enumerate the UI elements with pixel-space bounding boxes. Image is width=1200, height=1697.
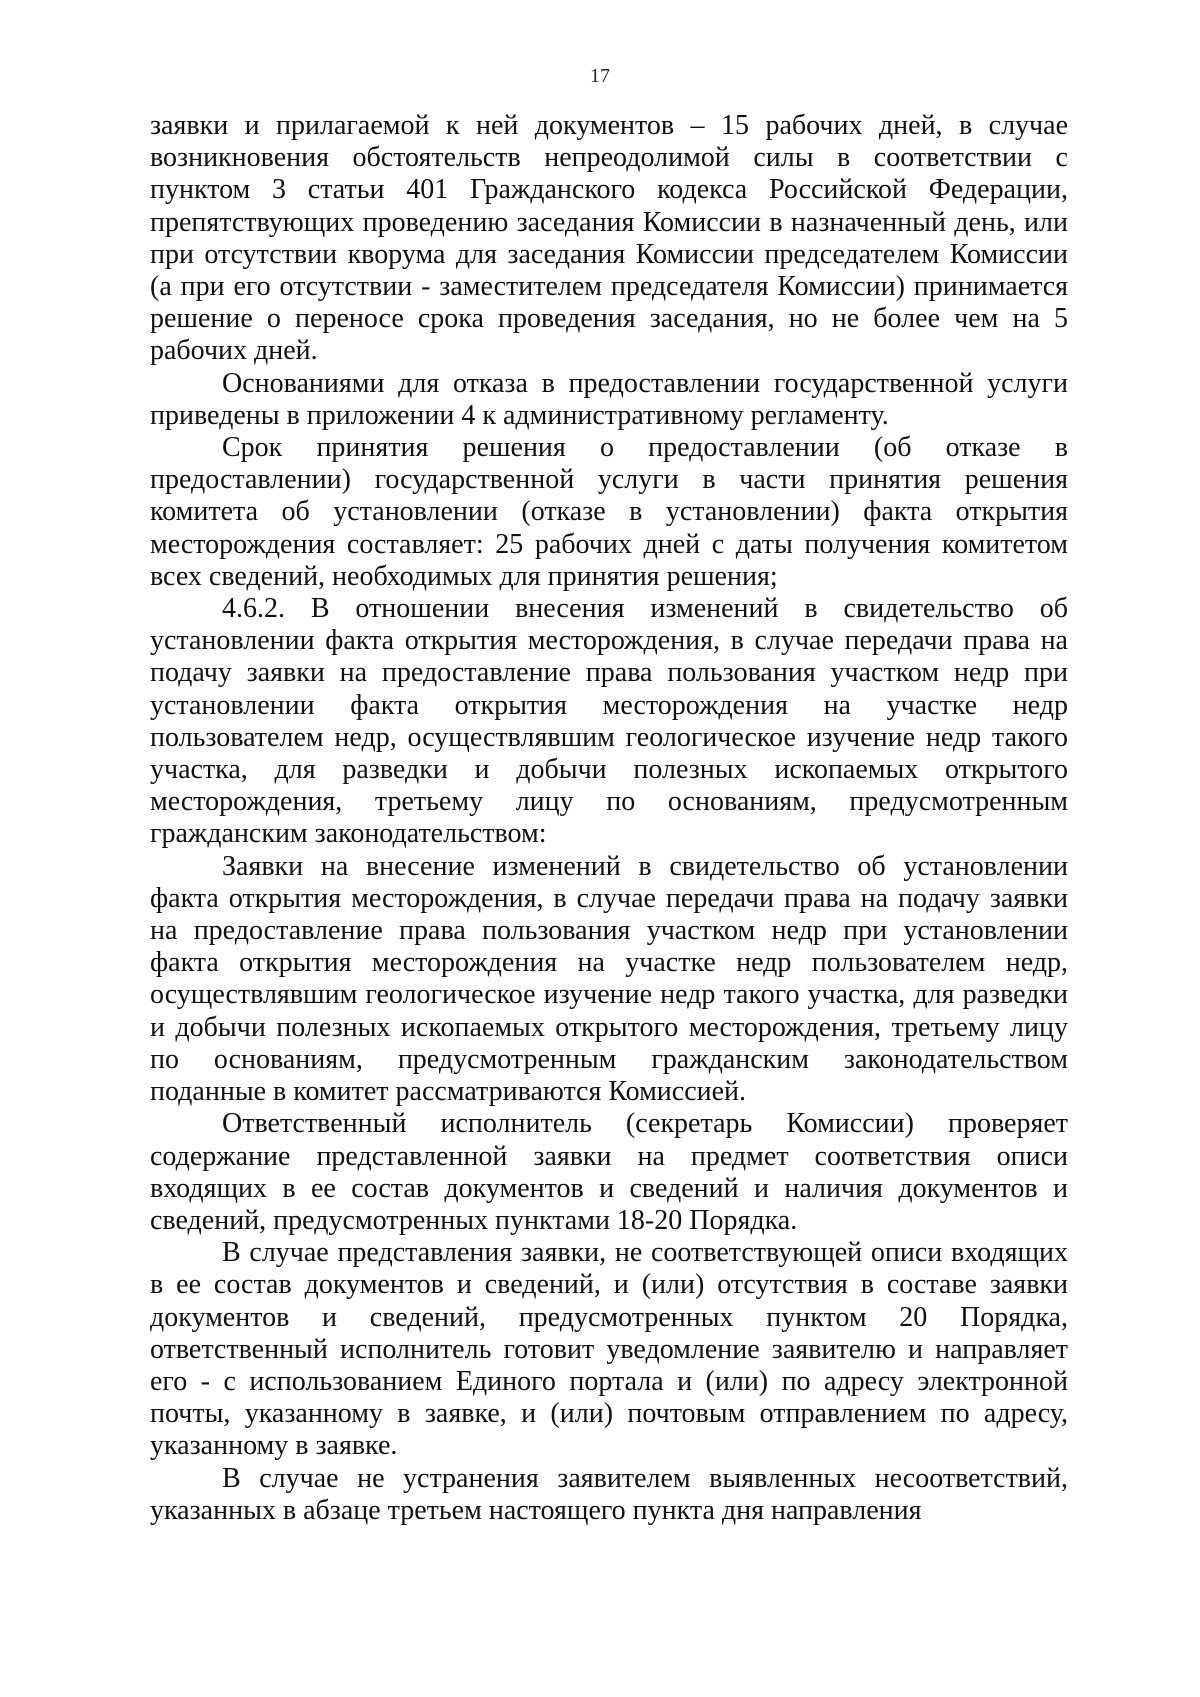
paragraph-decision-term: Срок принятия решения о предоставлении (об отказе в предоставлении) государственной услуги в части принятия решения комитета об установлении (отказе в установлении) факта открытия месторождения составляет: 25 рабочих дней с даты получения комитетом всех сведений, необходимых для принятия решения; — [150, 432, 1068, 592]
paragraph-nonconformity-notice: В случае представления заявки, не соответствующей описи входящих в ее состав документов и сведений, и (или) отсутствия в составе заявки документов и сведений, предусмотренных пунктом 20 Порядка, ответственный исполнитель готовит уведомление заявителю и направляет его - с использованием Единого портала и (или) по адресу электронной почты, указанному в заявке, и (или) почтовым отправлением по адресу, указанному в заявке. — [150, 1237, 1068, 1462]
paragraph-applications: Заявки на внесение изменений в свидетельство об установлении факта открытия месторождения, в случае передачи права на подачу заявки на предоставление права пользования участком недр при установлении факта открытия месторождения на участке недр пользователем недр, осуществлявшим геологическое изучение недр такого участка, для разведки и добычи полезных ископаемых открытого месторождения, третьему лицу по основаниям, предусмотренным гражданским законодательством поданные в комитет рассматриваются Комиссией. — [150, 850, 1068, 1108]
paragraph-unresolved-nonconformity: В случае не устранения заявителем выявленных несоответствий, указанных в абзаце третьем настоящего пункта дня направления — [150, 1462, 1068, 1526]
paragraph-section-4-6-2: 4.6.2. В отношении внесения изменений в свидетельство об установлении факта открытия месторождения, в случае передачи права на подачу заявки на предоставление права пользования участком недр при установлении факта открытия месторождения на участке недр пользователем недр, осуществлявшим геологическое изучение недр такого участка, для разведки и добычи полезных ископаемых открытого месторождения, третьему лицу по основаниям, предусмотренным гражданским законодательством: — [150, 593, 1068, 850]
paragraph-responsible-executor: Ответственный исполнитель (секретарь Комиссии) проверяет содержание представленной заявки на предмет соответствия описи входящих в ее состав документов и сведений и наличия документов и сведений, предусмотренных пунктами 18-20 Порядка. — [150, 1108, 1068, 1236]
page-number: 17 — [590, 65, 610, 87]
document-body — [150, 110, 1068, 1527]
paragraph-refusal-grounds: Основаниями для отказа в предоставлении государственной услуги приведены в приложении 4 к административному регламенту. — [150, 367, 1068, 431]
paragraph-continuation: заявки и прилагаемой к ней документов – 15 рабочих дней, в случае возникновения обстоятельств непреодолимой силы в соответствии с пунктом 3 статьи 401 Гражданского кодекса Российской Федерации, препятствующих проведению заседания Комиссии в назначенный день, или при отсутствии кворума для заседания Комиссии председателем Комиссии (а при его отсутствии - заместителем председателя Комиссии) принимается решение о переносе срока проведения заседания, но не более чем на 5 рабочих дней. — [150, 110, 1068, 367]
